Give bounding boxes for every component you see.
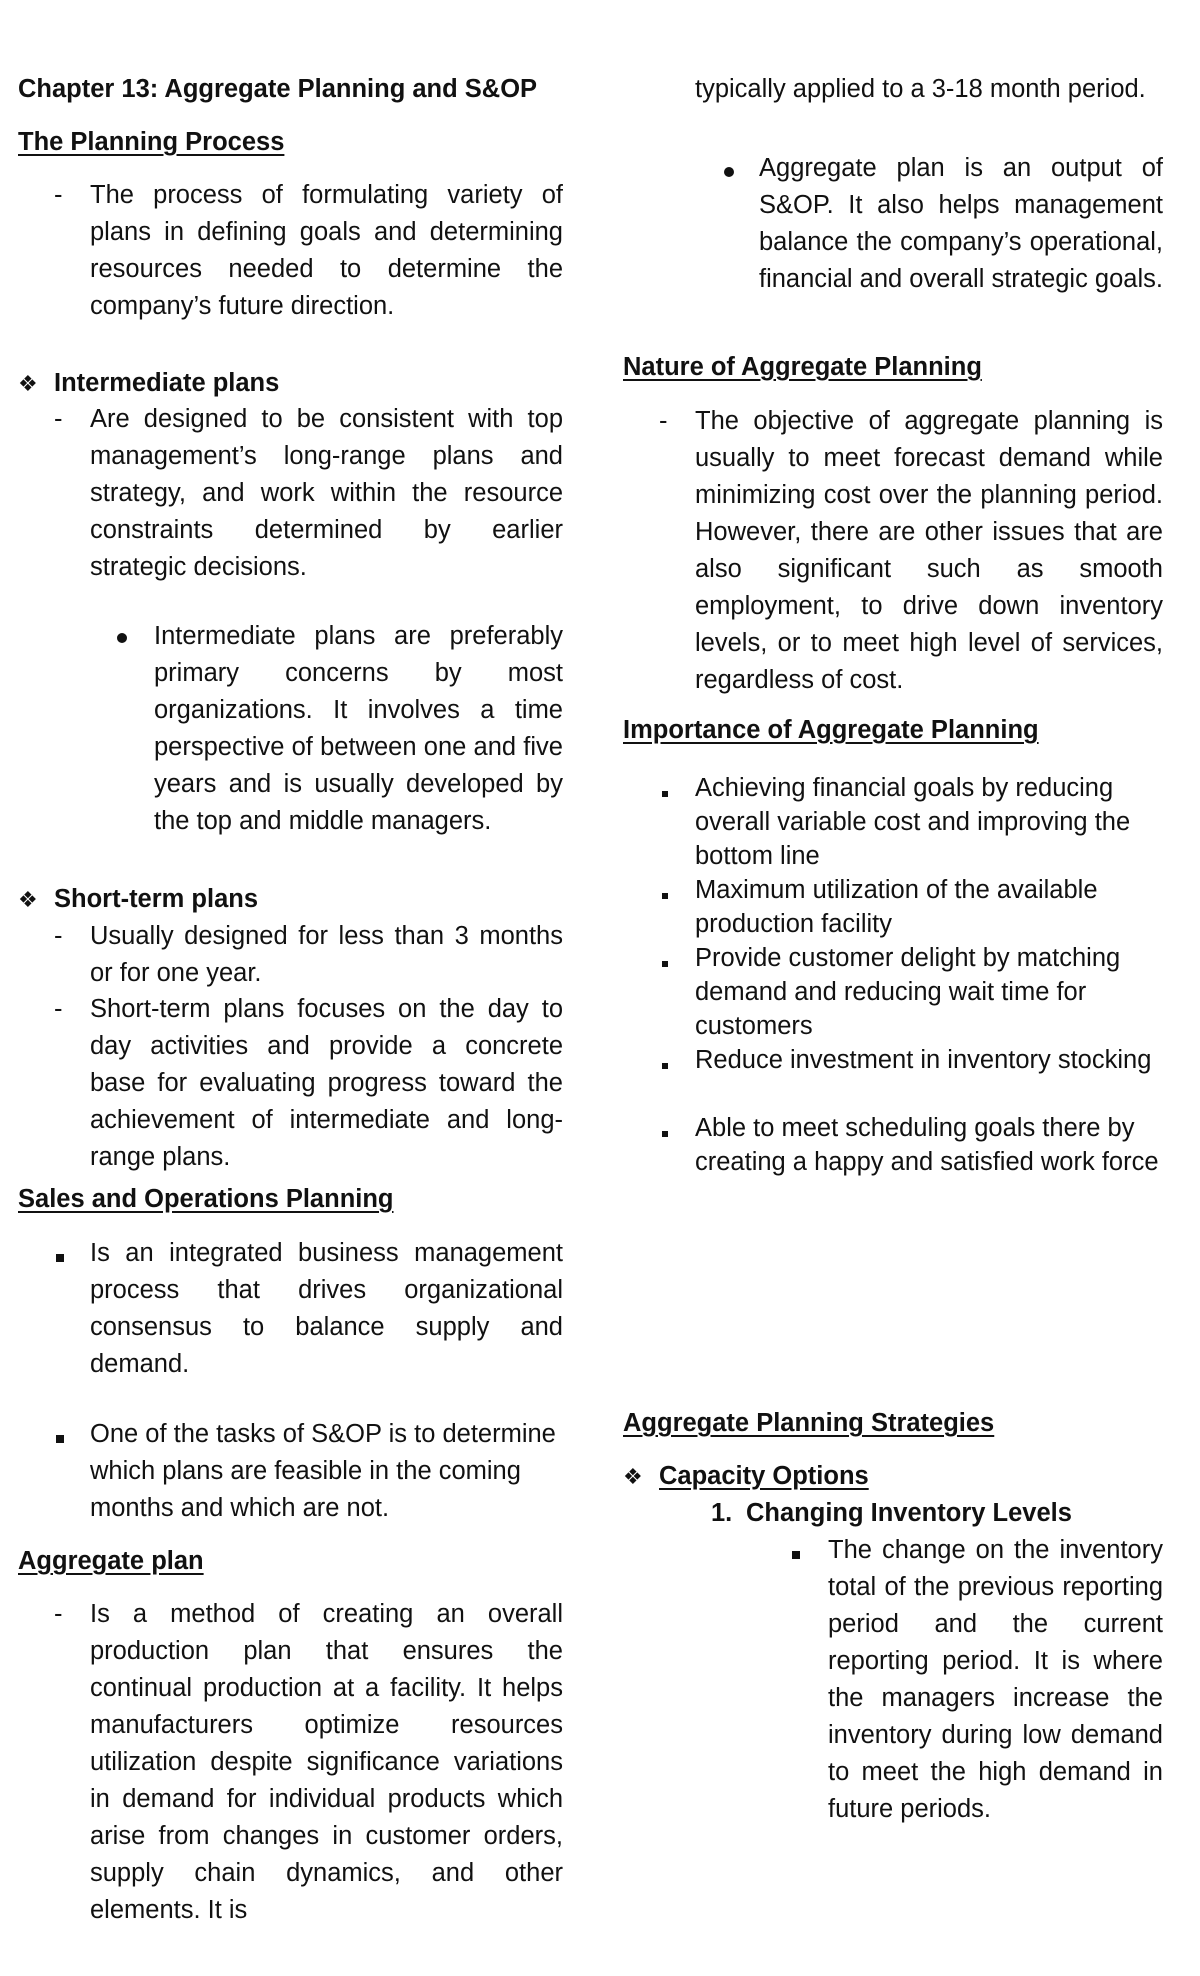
sop-heading: Sales and Operations Planning bbox=[18, 1185, 394, 1213]
importance-item: Maximum utilization of the available production facility bbox=[695, 876, 1098, 938]
dash-marker: - bbox=[54, 1600, 63, 1628]
aggregate-plan-heading: Aggregate plan bbox=[18, 1547, 204, 1575]
sop-item: Is an integrated business management process that drives organizational consensus to balance supply and demand. bbox=[90, 1239, 563, 1378]
intermediate-plans-text: Are designed to be consistent with top management’s long-range plans and strategy, and work within the resource constraints determined by earlier strategic decisions. bbox=[90, 405, 563, 581]
option-number: 1. bbox=[711, 1499, 733, 1527]
small-square-bullet-icon bbox=[662, 784, 668, 802]
diamond-bullet-icon: ❖ bbox=[18, 371, 38, 396]
intermediate-plans-heading: Intermediate plans bbox=[54, 369, 280, 397]
importance-item: Able to meet scheduling goals there by creating a happy and satisfied work force bbox=[695, 1114, 1159, 1176]
dash-marker: - bbox=[54, 922, 63, 950]
small-square-bullet-icon bbox=[662, 886, 668, 904]
aggregate-plan-text: Is a method of creating an overall production plan that ensures the continual production at a facility. It helps manufacturers optimize resources utilization despite significance variations in demand for individual products which arise from changes in customer orders, supply chain dynamics, and other elements. It is bbox=[90, 1600, 563, 1924]
bullet-dot-icon bbox=[117, 630, 127, 648]
importance-item: Provide customer delight by matching demand and reducing wait time for customers bbox=[695, 944, 1121, 1040]
sop-output-bullet: Aggregate plan is an output of S&OP. It also helps management balance the company’s operational, financial and overall strategic goals. bbox=[759, 154, 1163, 293]
right-column bbox=[623, 0, 1178, 1976]
aggregate-plan-continuation: typically applied to a 3-18 month period. bbox=[695, 75, 1146, 103]
planning-process-heading: The Planning Process bbox=[18, 128, 285, 156]
importance-item: Achieving financial goals by reducing overall variable cost and improving the bottom line bbox=[695, 774, 1131, 870]
option-title: Changing Inventory Levels bbox=[746, 1499, 1072, 1527]
short-term-plans-heading: Short-term plans bbox=[54, 885, 259, 913]
small-square-bullet-icon bbox=[662, 1056, 668, 1074]
intermediate-plans-bullet: Intermediate plans are preferably primary concerns by most organizations. It involves a time perspective of between one and five years and is usually developed by the top and middle managers. bbox=[154, 622, 563, 835]
short-term-item: Short-term plans focuses on the day to day activities and provide a concrete base for evaluating progress toward the achievement of intermediate and long-range plans. bbox=[90, 995, 563, 1171]
square-bullet-icon bbox=[792, 1546, 800, 1564]
square-bullet-icon bbox=[56, 1430, 64, 1448]
diamond-bullet-icon: ❖ bbox=[623, 1464, 643, 1489]
short-term-item: Usually designed for less than 3 months or for one year. bbox=[90, 922, 563, 987]
bullet-dot-icon bbox=[724, 164, 734, 182]
square-bullet-icon bbox=[56, 1249, 64, 1267]
sop-item: One of the tasks of S&OP is to determine which plans are feasible in the coming months and which are not. bbox=[90, 1420, 556, 1522]
nature-text: The objective of aggregate planning is usually to meet forecast demand while minimizing cost over the planning period. However, there are other issues that are also significant such as smooth employment, to drive down inventory levels, or to meet high level of services, regardless of cost. bbox=[695, 407, 1163, 694]
chapter-title: Chapter 13: Aggregate Planning and S&OP bbox=[18, 75, 538, 103]
small-square-bullet-icon bbox=[662, 954, 668, 972]
option-text: The change on the inventory total of the previous reporting period and the current reporting period. It is where the managers increase the inventory during low demand to meet the high demand in future periods. bbox=[828, 1536, 1163, 1823]
strategies-heading: Aggregate Planning Strategies bbox=[623, 1409, 995, 1437]
dash-marker: - bbox=[54, 995, 63, 1023]
nature-heading: Nature of Aggregate Planning bbox=[623, 353, 982, 381]
small-square-bullet-icon bbox=[662, 1124, 668, 1142]
capacity-options-heading: Capacity Options bbox=[659, 1462, 869, 1490]
importance-item: Reduce investment in inventory stocking bbox=[695, 1046, 1152, 1074]
importance-heading: Importance of Aggregate Planning bbox=[623, 716, 1039, 744]
dash-marker: - bbox=[54, 405, 63, 433]
planning-process-text: The process of formulating variety of plans in defining goals and determining resources needed to determine the company’s future direction. bbox=[90, 181, 563, 320]
dash-marker: - bbox=[54, 181, 63, 209]
diamond-bullet-icon: ❖ bbox=[18, 887, 38, 912]
left-column bbox=[18, 0, 573, 1976]
dash-marker: - bbox=[659, 407, 668, 435]
